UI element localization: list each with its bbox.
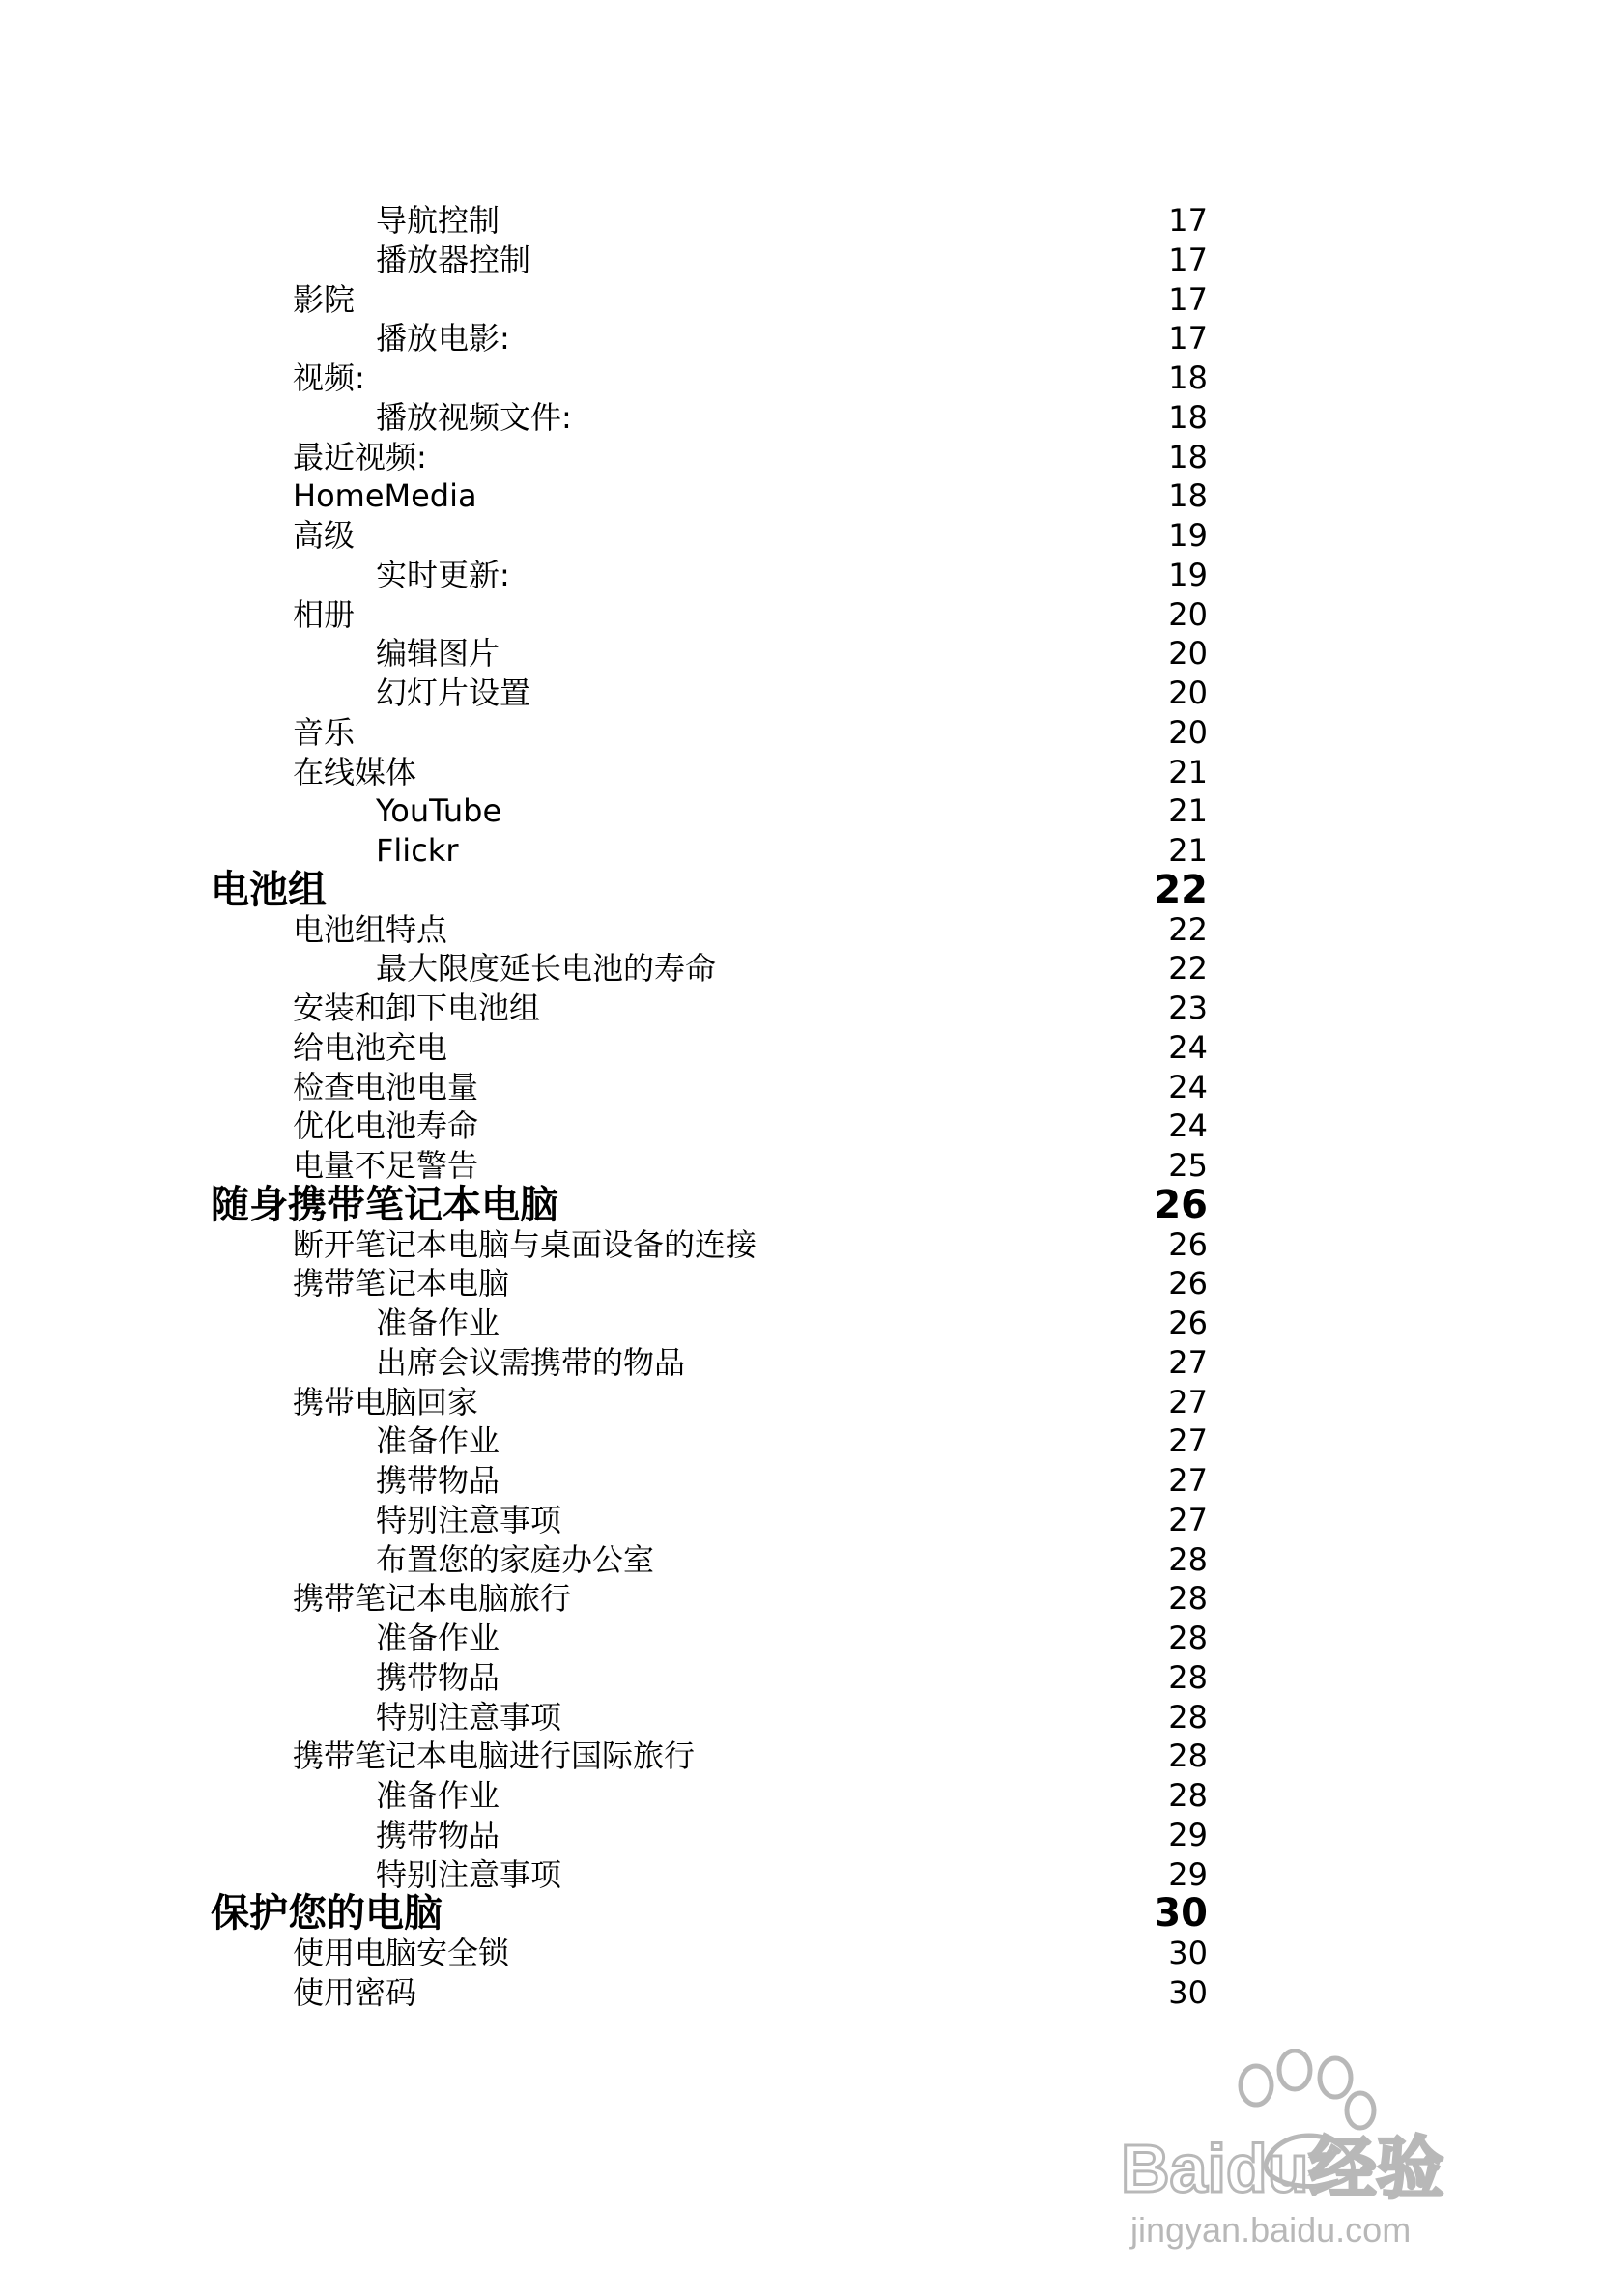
toc-page-number: 28	[1168, 1580, 1208, 1618]
toc-entry-label: 优化电池寿命	[293, 1107, 479, 1145]
watermark-url: jingyan.baidu.com	[1130, 2210, 1412, 2250]
toc-entry-label: 最大限度延长电池的寿命	[376, 950, 717, 988]
toc-page-number: 18	[1168, 477, 1208, 515]
toc-page-number: 28	[1168, 1658, 1208, 1696]
toc-page-number: 18	[1168, 438, 1208, 475]
toc-page-number: 28	[1168, 1620, 1208, 1656]
toc-page-number: 26	[1168, 1305, 1208, 1341]
toc-page-number: 27	[1168, 1501, 1208, 1538]
toc-entry-label: 电量不足警告	[293, 1147, 479, 1184]
toc-entry-label: 检查电池电量	[293, 1068, 479, 1105]
toc-entry-label: 相册	[293, 595, 356, 633]
toc-entry-label: 导航控制	[376, 202, 500, 239]
toc-page-number: 20	[1168, 713, 1208, 751]
toc-page-number: 29	[1168, 1816, 1208, 1853]
toc-page-number: 19	[1168, 517, 1208, 554]
toc-chapter-title: 电池组	[211, 867, 327, 912]
toc-page-number: 20	[1168, 674, 1208, 711]
toc-page-number: 30	[1168, 1935, 1208, 1971]
toc-entry-label: 在线媒体	[293, 753, 417, 790]
toc-page-number: 22	[1154, 867, 1208, 912]
toc-page-number: 26	[1154, 1182, 1208, 1227]
toc-page-number: 18	[1168, 398, 1208, 436]
toc-entry-label: 准备作业	[376, 1305, 500, 1341]
toc-entry-label: 使用电脑安全锁	[293, 1935, 510, 1971]
toc-entry-label: 特别注意事项	[376, 1698, 562, 1736]
toc-entry-label: 使用密码	[293, 1973, 417, 2011]
toc-page-number: 23	[1168, 990, 1208, 1026]
toc-entry-label: 影院	[293, 280, 356, 318]
toc-page-number: 21	[1168, 753, 1208, 790]
toc-entry-label: 高级	[293, 517, 356, 554]
toc-page-number: 17	[1168, 280, 1208, 318]
toc-page-number: 17	[1168, 241, 1208, 278]
toc-entry-label: 给电池充电	[293, 1028, 448, 1066]
baidu-jingyan-watermark	[1121, 2049, 1507, 2252]
toc-entry-label: 断开笔记本电脑与桌面设备的连接	[293, 1225, 757, 1263]
toc-page-number: 30	[1168, 1973, 1208, 2011]
toc-page-number: 22	[1168, 950, 1208, 988]
toc-entry-label: 携带笔记本电脑进行国际旅行	[293, 1737, 696, 1775]
toc-page-number: 28	[1168, 1540, 1208, 1578]
toc-entry-label: 准备作业	[376, 1422, 500, 1460]
toc-entry-label: 编辑图片	[376, 635, 500, 673]
watermark-logo	[1121, 2049, 1507, 2252]
toc-entry-label: 视频:	[293, 359, 365, 396]
toc-entry-label: 幻灯片设置	[376, 674, 531, 711]
toc-entry-label: 安装和卸下电池组	[293, 990, 541, 1026]
toc-entry-label: 准备作业	[376, 1620, 500, 1656]
toc-page-number: 27	[1168, 1462, 1208, 1499]
toc-page-number: 28	[1168, 1737, 1208, 1775]
toc-entry-label: 特别注意事项	[376, 1855, 562, 1893]
toc-entry-label: Flickr	[376, 832, 459, 869]
toc-page-number: 20	[1168, 595, 1208, 633]
toc-entry-label: 最近视频:	[293, 438, 427, 475]
toc-page-number: 27	[1168, 1343, 1208, 1381]
toc-entry-label: 电池组特点	[293, 910, 448, 948]
toc-entry-label: 播放电影:	[376, 320, 510, 358]
toc-entry-label: YouTube	[376, 792, 502, 830]
toc-page-number: 21	[1168, 832, 1208, 869]
toc-entry-label: HomeMedia	[293, 477, 477, 515]
toc-entry-label: 携带电脑回家	[293, 1383, 479, 1421]
toc-entry-label: 特别注意事项	[376, 1501, 562, 1538]
toc-page-number: 28	[1168, 1698, 1208, 1736]
toc-chapter-title: 随身携带笔记本电脑	[211, 1182, 558, 1227]
toc-page-number: 24	[1168, 1107, 1208, 1145]
toc-entry-label: 携带笔记本电脑旅行	[293, 1580, 572, 1618]
toc-entry-label: 携带物品	[376, 1816, 500, 1853]
toc-page-number: 17	[1168, 202, 1208, 239]
toc-page-number: 25	[1168, 1147, 1208, 1184]
toc-entry-label: 音乐	[293, 713, 356, 751]
toc-entry-label: 布置您的家庭办公室	[376, 1540, 655, 1578]
watermark-brand: Baidu经验	[1121, 2131, 1444, 2206]
toc-page-number: 24	[1168, 1068, 1208, 1105]
toc-entry-label: 播放器控制	[376, 241, 531, 278]
toc-page-number: 28	[1168, 1777, 1208, 1814]
toc-page-number: 22	[1168, 910, 1208, 948]
toc-page-number: 26	[1168, 1225, 1208, 1263]
toc-page-number: 27	[1168, 1422, 1208, 1460]
toc-page-number: 29	[1168, 1855, 1208, 1893]
toc-entry-label: 播放视频文件:	[376, 398, 572, 436]
toc-page-number: 19	[1168, 556, 1208, 593]
toc-entry-label: 准备作业	[376, 1777, 500, 1814]
toc-chapter-title: 保护您的电脑	[211, 1891, 443, 1937]
toc-entry-label: 实时更新:	[376, 556, 510, 593]
toc-page-number: 26	[1168, 1265, 1208, 1303]
toc-page-number: 18	[1168, 359, 1208, 396]
toc-entry-label: 出席会议需携带的物品	[376, 1343, 686, 1381]
toc-entry-label: 携带物品	[376, 1658, 500, 1696]
toc-page-number: 17	[1168, 320, 1208, 358]
toc-entry-label: 携带物品	[376, 1462, 500, 1499]
toc-entry-label: 携带笔记本电脑	[293, 1265, 510, 1303]
toc-page-number: 30	[1154, 1891, 1208, 1937]
toc-page-number: 20	[1168, 635, 1208, 673]
toc-page-number: 21	[1168, 792, 1208, 830]
toc-page-number: 27	[1168, 1383, 1208, 1421]
toc-page-number: 24	[1168, 1028, 1208, 1066]
